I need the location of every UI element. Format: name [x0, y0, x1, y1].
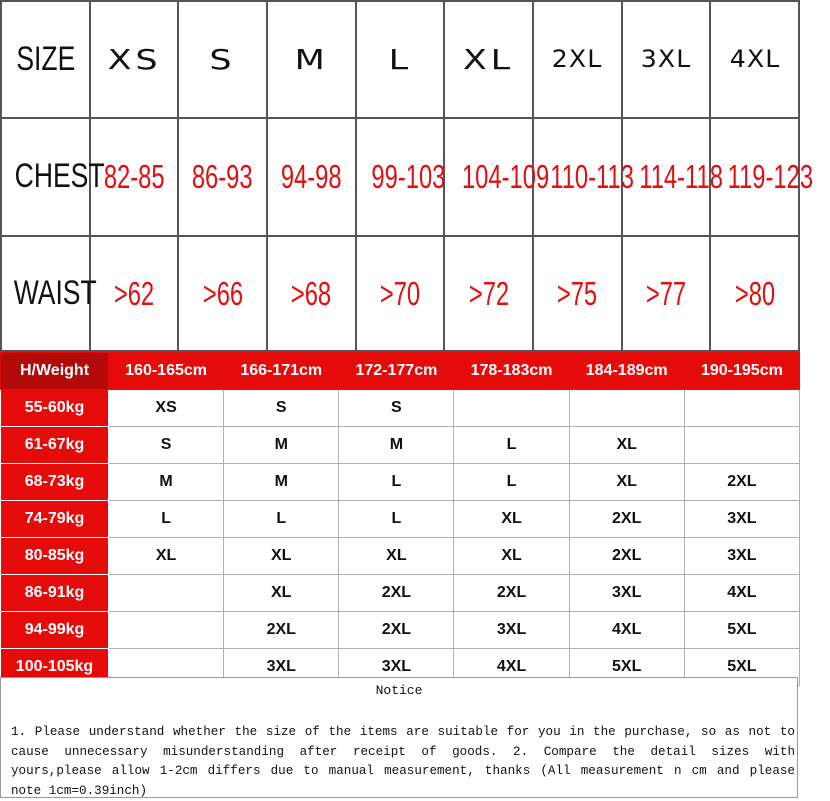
weight-label: 68-73kg	[1, 464, 109, 501]
size-row	[1, 1, 799, 118]
size-label: XS	[107, 42, 161, 76]
table-row	[1, 538, 800, 575]
size-recommendation: 2XL	[454, 575, 569, 612]
size-recommendation: 3XL	[454, 612, 569, 649]
height-header: 190-195cm	[684, 353, 799, 390]
size-cell	[267, 1, 356, 118]
waist-value: >77	[645, 274, 687, 312]
chest-row-label-cell	[1, 118, 105, 237]
chest-value: 86-93	[192, 157, 254, 195]
waist-cell	[356, 236, 445, 351]
hw-header-row	[1, 353, 800, 390]
chest-cell	[356, 118, 445, 237]
waist-cell	[622, 236, 711, 351]
chest-cell	[178, 118, 267, 237]
size-recommendation: XL	[109, 538, 224, 575]
size-row-label-cell	[1, 1, 90, 118]
size-recommendation: S	[339, 390, 454, 427]
size-cell	[622, 1, 711, 118]
size-recommendation: 5XL	[684, 649, 799, 686]
table-row	[1, 427, 800, 464]
weight-label: 80-85kg	[1, 538, 109, 575]
chest-value: 94-98	[280, 157, 342, 195]
size-recommendation: 2XL	[684, 464, 799, 501]
size-label: S	[209, 42, 236, 76]
size-label: M	[294, 42, 329, 76]
size-cell	[533, 1, 622, 118]
size-recommendation: S	[224, 390, 339, 427]
size-recommendation: 3XL	[569, 575, 684, 612]
chest-cell	[267, 118, 356, 237]
waist-value: >75	[557, 274, 598, 312]
size-label: 2XL	[552, 45, 603, 74]
size-recommendation: 2XL	[569, 538, 684, 575]
waist-value: >70	[379, 274, 421, 312]
waist-row-label-cell	[1, 236, 97, 351]
size-recommendation	[454, 390, 569, 427]
weight-label: 100-105kg	[1, 649, 109, 686]
size-recommendation	[684, 427, 799, 464]
size-recommendation: 3XL	[684, 501, 799, 538]
table-row	[1, 390, 800, 427]
height-header: 184-189cm	[569, 353, 684, 390]
table-row	[1, 612, 800, 649]
size-recommendation: 4XL	[454, 649, 569, 686]
size-recommendation: XL	[454, 538, 569, 575]
weight-label: 55-60kg	[1, 390, 109, 427]
size-recommendation: XL	[224, 538, 339, 575]
size-recommendation: M	[224, 427, 339, 464]
waist-value: >68	[291, 274, 332, 312]
weight-label: 94-99kg	[1, 612, 109, 649]
size-label: 4XL	[729, 45, 780, 74]
chest-value: 110-113	[550, 157, 634, 195]
size-cell	[444, 1, 533, 118]
size-recommendation: S	[109, 427, 224, 464]
size-recommendation: 3XL	[684, 538, 799, 575]
size-label: L	[388, 42, 412, 76]
chest-cell	[444, 118, 550, 237]
height-header: 166-171cm	[224, 353, 339, 390]
waist-cell	[90, 236, 179, 351]
waist-row	[1, 236, 799, 351]
waist-cell	[178, 236, 267, 351]
notice-title: Notice	[375, 683, 423, 698]
size-cell	[178, 1, 267, 118]
chest-value: 99-103	[371, 157, 446, 195]
size-recommendation	[109, 612, 224, 649]
size-recommendation: 3XL	[339, 649, 454, 686]
chest-cell	[622, 118, 723, 237]
height-weight-table	[0, 352, 800, 686]
size-recommendation	[569, 390, 684, 427]
height-header: 160-165cm	[109, 353, 224, 390]
waist-cell	[710, 236, 799, 351]
size-recommendation: L	[109, 501, 224, 538]
size-recommendation: 2XL	[339, 612, 454, 649]
size-recommendation: 3XL	[224, 649, 339, 686]
size-recommendation: 5XL	[569, 649, 684, 686]
size-recommendation: L	[454, 464, 569, 501]
waist-cell	[533, 236, 622, 351]
size-label: 3XL	[640, 45, 692, 74]
waist-value: >80	[734, 274, 775, 312]
waist-value: >72	[468, 274, 509, 312]
size-recommendation: M	[339, 427, 454, 464]
size-cell	[90, 1, 179, 118]
size-recommendation: XL	[569, 464, 684, 501]
chest-value: 119-123	[727, 157, 814, 195]
chest-value: 82-85	[103, 157, 165, 195]
chest-cell	[710, 118, 814, 237]
size-recommendation: 4XL	[569, 612, 684, 649]
weight-label: 86-91kg	[1, 575, 109, 612]
height-header: 172-177cm	[339, 353, 454, 390]
size-recommendation: 2XL	[339, 575, 454, 612]
waist-value: >66	[202, 274, 243, 312]
size-recommendation: XL	[454, 501, 569, 538]
size-row-label: SIZE	[15, 39, 75, 78]
size-recommendation: XL	[569, 427, 684, 464]
hw-corner-label: H/Weight	[1, 353, 109, 390]
chest-value: 104-109	[462, 157, 550, 195]
size-recommendation: 2XL	[224, 612, 339, 649]
size-chart-table	[0, 0, 814, 352]
size-recommendation: L	[339, 464, 454, 501]
size-recommendation: L	[454, 427, 569, 464]
size-recommendation: L	[339, 501, 454, 538]
size-cell	[710, 1, 799, 118]
size-recommendation: 4XL	[684, 575, 799, 612]
chest-cell	[90, 118, 179, 237]
chest-row	[1, 118, 799, 237]
size-recommendation: 2XL	[569, 501, 684, 538]
size-recommendation: M	[224, 464, 339, 501]
waist-cell	[267, 236, 356, 351]
table-row	[1, 501, 800, 538]
size-recommendation: M	[109, 464, 224, 501]
waist-row-label: WAIST	[13, 274, 97, 313]
table-row	[1, 464, 800, 501]
size-label: XL	[463, 42, 515, 76]
size-recommendation	[684, 390, 799, 427]
size-recommendation: XS	[109, 390, 224, 427]
chest-value: 114-118	[638, 157, 723, 195]
waist-cell	[444, 236, 533, 351]
size-recommendation: 5XL	[684, 612, 799, 649]
chest-row-label: CHEST	[14, 157, 105, 196]
size-recommendation: L	[224, 501, 339, 538]
notice-box	[0, 677, 798, 798]
size-recommendation	[109, 575, 224, 612]
size-recommendation: XL	[339, 538, 454, 575]
weight-label: 74-79kg	[1, 501, 109, 538]
size-recommendation: XL	[224, 575, 339, 612]
waist-value: >62	[113, 274, 155, 312]
height-header: 178-183cm	[454, 353, 569, 390]
notice-body: 1. Please understand whether the size of the items are suitable for you in the purchase, so as not to cause unnecessary misunderstanding after receipt of goods. 2. Compare the detail sizes with yours,please allow 1-2cm differs due to manual measurement, thanks (All measurement n cm and please note 1cm=0.39inch)	[11, 725, 795, 798]
table-row	[1, 575, 800, 612]
weight-label: 61-67kg	[1, 427, 109, 464]
size-cell	[356, 1, 445, 118]
